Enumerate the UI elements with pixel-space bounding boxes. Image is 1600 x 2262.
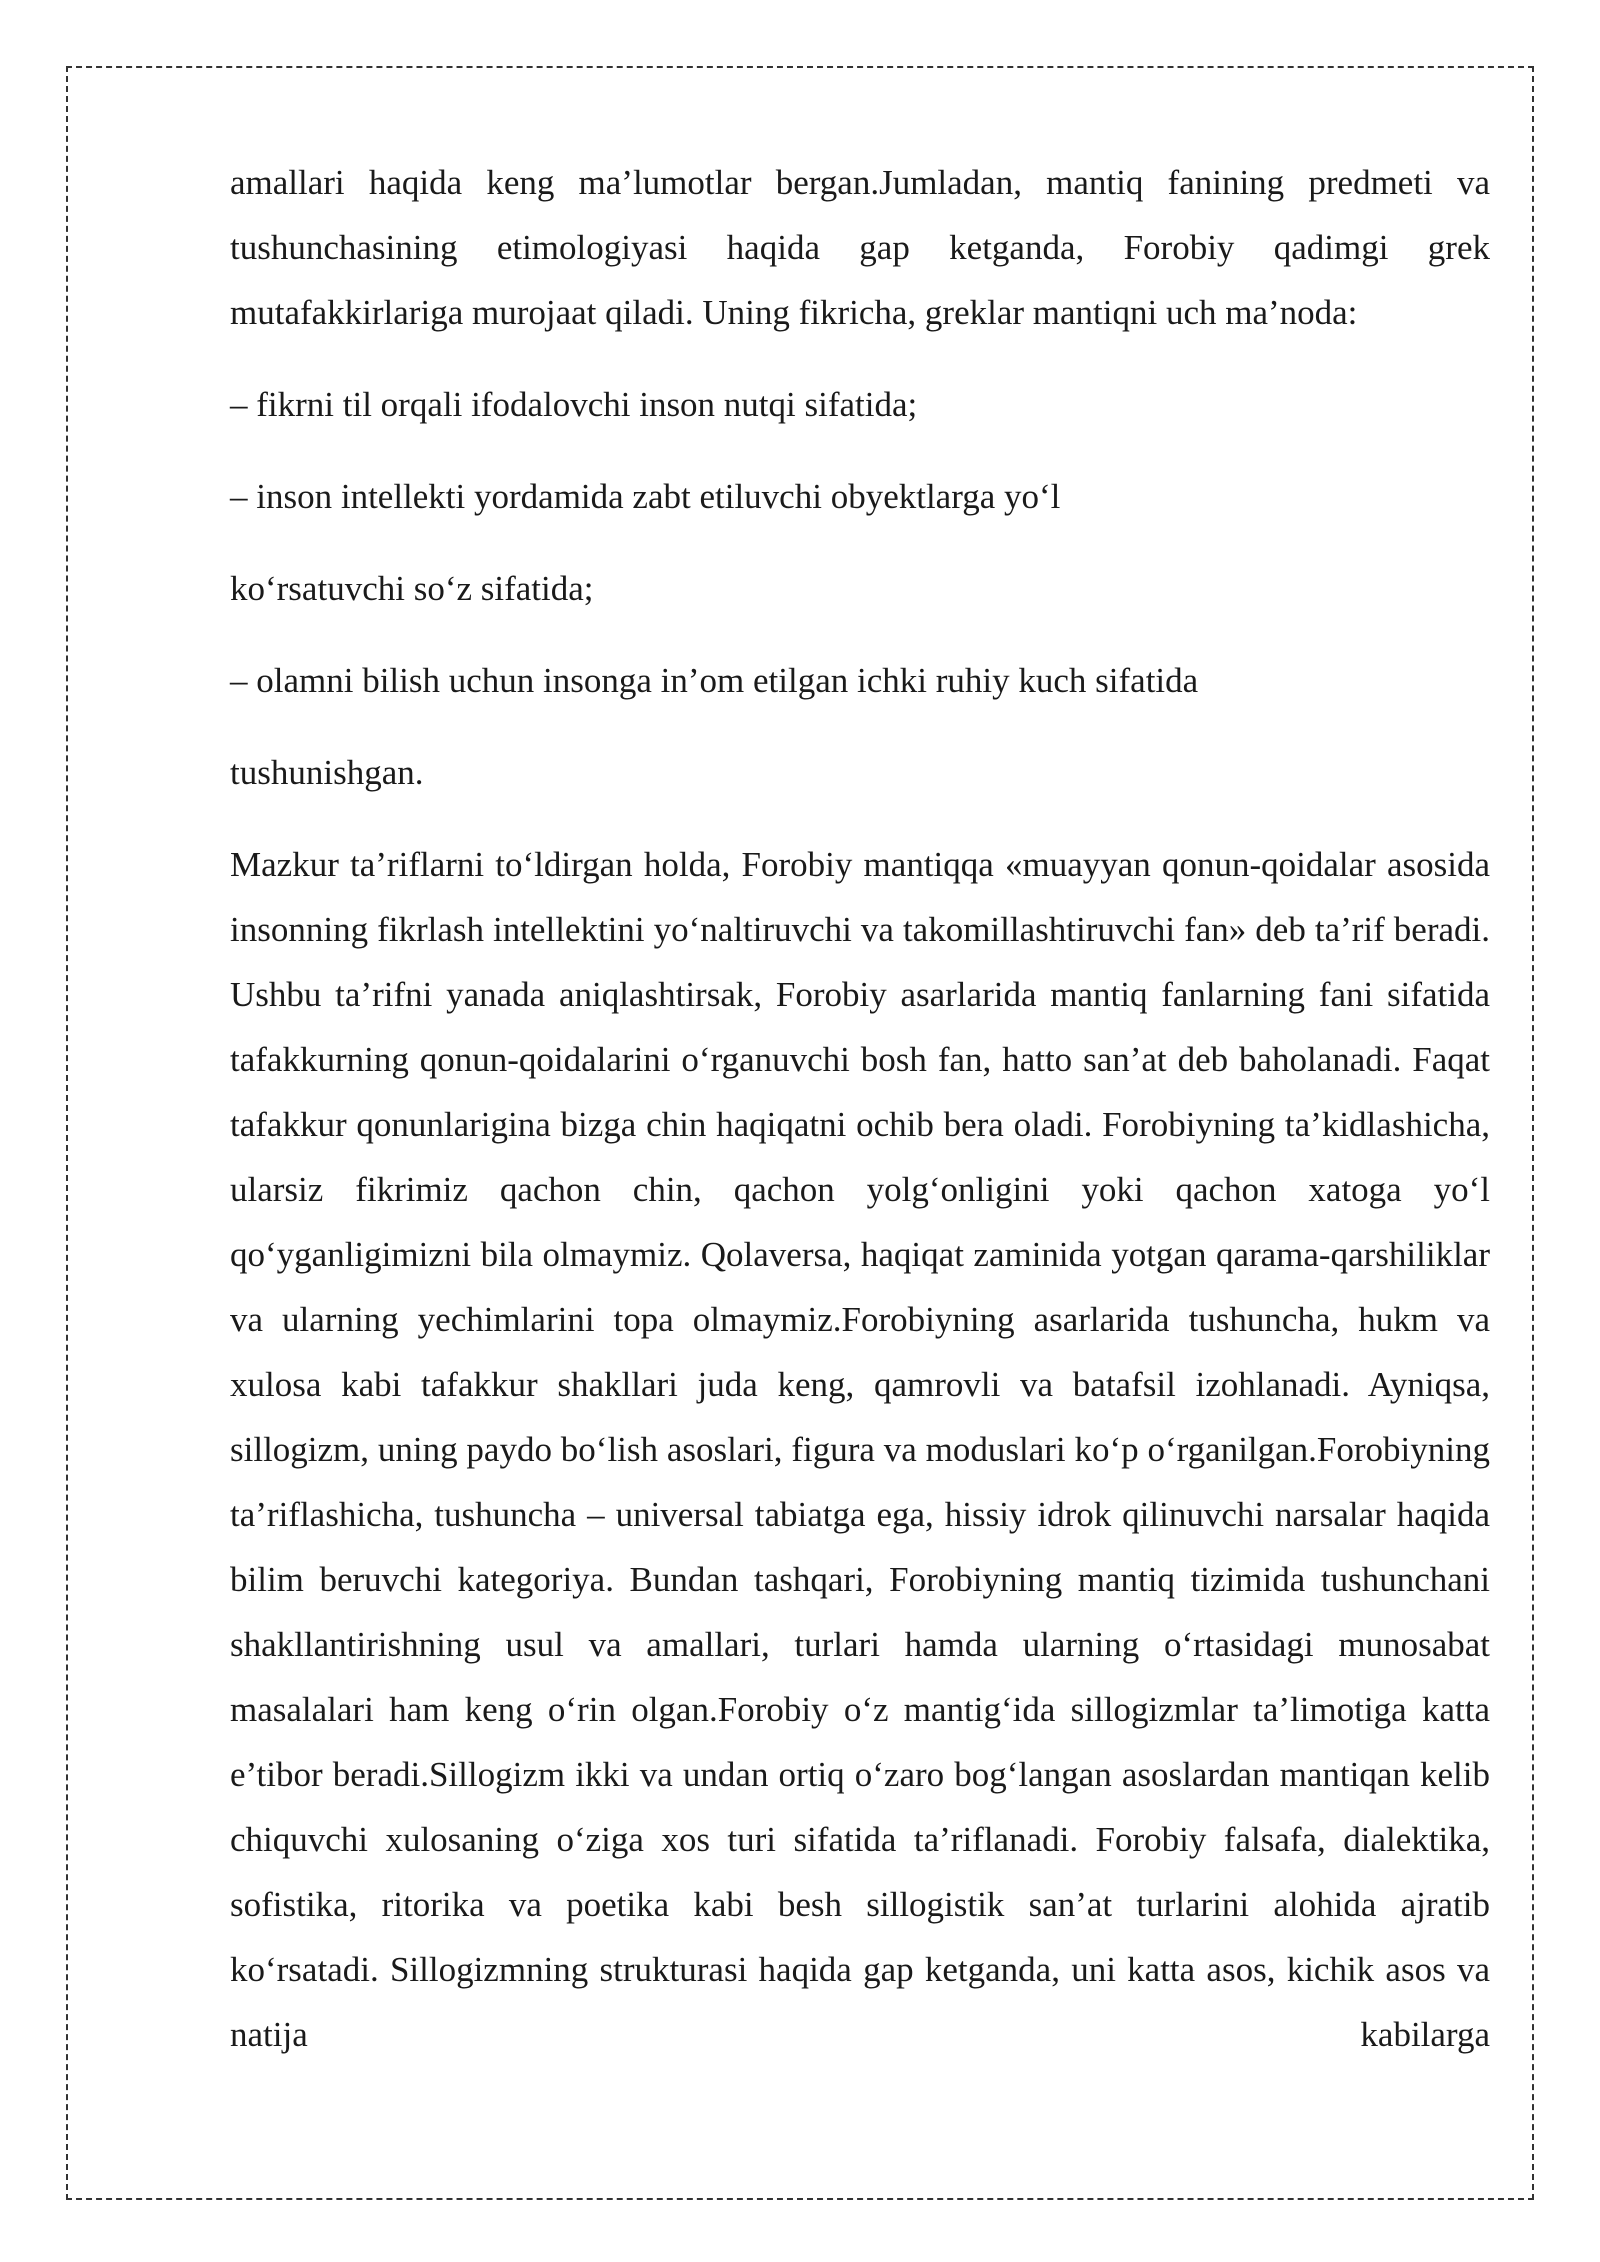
list-item: – olamni bilish uchun insonga in’om etilgan ichki ruhiy kuch sifatida bbox=[230, 661, 1199, 700]
intro-paragraph: amallari haqida keng ma’lumotlar bergan.Jumladan, mantiq fanining predmeti va tushunchasining etimologiyasi haqida gap ketganda, Forobiy qadimgi grek mutafakkirlariga murojaat qiladi. Uning fikricha, greklar mantiqni uch ma’noda: bbox=[230, 163, 1490, 332]
list-item: – inson intellekti yordamida zabt etiluvchi obyektlarga yo‘l bbox=[230, 477, 1061, 516]
list-item-continuation: tushunishgan. bbox=[230, 753, 424, 792]
list-item-continuation: ko‘rsatuvchi so‘z sifatida; bbox=[230, 569, 594, 608]
document-body bbox=[230, 150, 1490, 2067]
main-paragraph: Mazkur ta’riflarni to‘ldirgan holda, Forobiy mantiqqa «muayyan qonun-qoidalar asosida insonning fikrlash intellektini yo‘naltiruvchi va takomillashtiruvchi fan» deb ta’rif beradi. Ushbu ta’rifni yanada aniqlashtirsak, Forobiy asarlarida mantiq fanlarning fani sifatida tafakkurning qonun-qoidalarini o‘rganuvchi bosh fan, hatto san’at deb baholanadi. Faqat tafakkur qonunlarigina bizga chin haqiqatni ochib bera oladi. Forobiyning ta’kidlashicha, ularsiz fikrimiz qachon chin, qachon yolg‘onligini yoki qachon xatoga yo‘l qo‘yganligimizni bila olmaymiz. Qolaversa, haqiqat zaminida yotgan qarama-qarshiliklar va ularning yechimlarini topa olmaymiz.Forobiyning asarlarida tushuncha, hukm va xulosa kabi tafakkur shakllari juda keng, qamrovli va batafsil izohlanadi. Ayniqsa, sillogizm, uning paydo bo‘lish asoslari, figura va moduslari ko‘p o‘rganilgan.Forobiyning ta’riflashicha, tushuncha – universal tabiatga ega, hissiy idrok qilinuvchi narsalar haqida bilim beruvchi kategoriya. Bundan tashqari, Forobiyning mantiq tizimida tushunchani shakllantirishning usul va amallari, turlari hamda ularning o‘rtasidagi munosabat masalalari ham keng o‘rin olgan.Forobiy o‘z mantig‘ida sillogizmlar ta’limotiga katta e’tibor beradi.Sillogizm ikki va undan ortiq o‘zaro bog‘langan asoslardan mantiqan kelib chiquvchi xulosaning o‘ziga xos turi sifatida ta’riflanadi. Forobiy falsafa, dialektika, sofistika, ritorika va poetika kabi besh sillogistik san’at turlarini alohida ajratib ko‘rsatadi. Sillogizmning strukturasi haqida gap ketganda, uni katta asos, kichik asos va natija kabilarga bbox=[230, 845, 1490, 2054]
list-item: – fikrni til orqali ifodalovchi inson nutqi sifatida; bbox=[230, 385, 918, 424]
